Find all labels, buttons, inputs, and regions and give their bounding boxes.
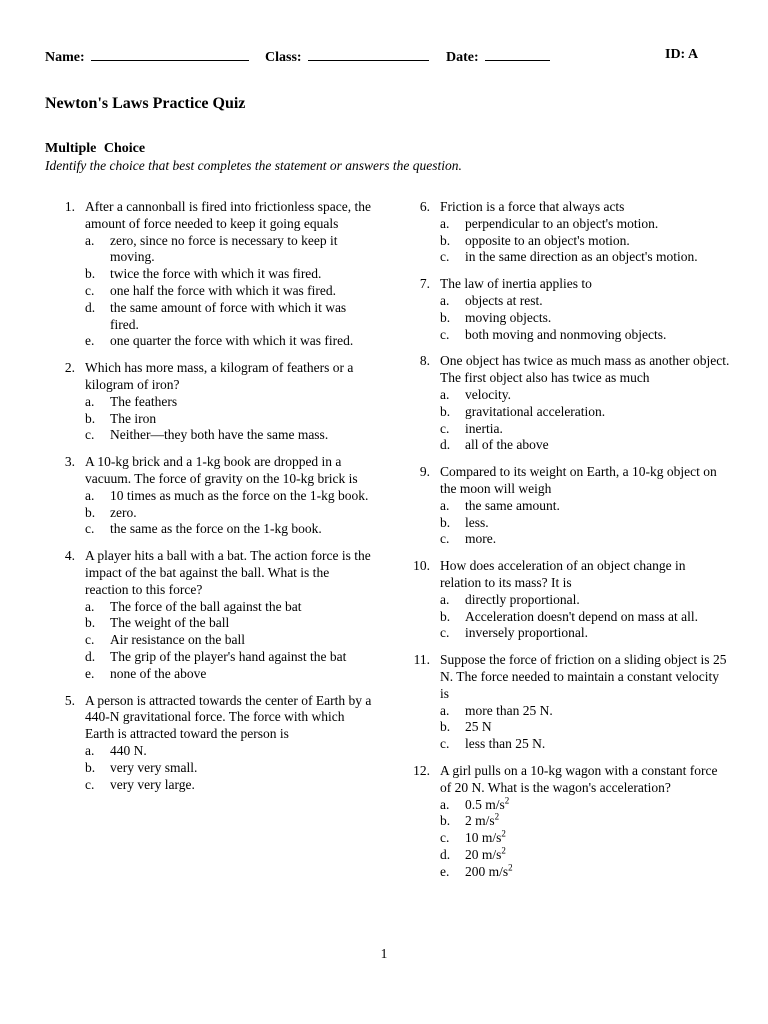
- name-blank: [91, 47, 249, 61]
- answer-option: [440, 703, 730, 720]
- option-text-main: more than 25 N.: [465, 702, 553, 718]
- option-letter: c.: [85, 427, 95, 443]
- option-text-main: 20 m/s: [465, 846, 502, 862]
- question-number: 11.: [413, 652, 430, 668]
- option-exponent: 2: [494, 811, 500, 822]
- option-text-main: 10 times as much as the force on the 1-kg book.: [110, 487, 369, 503]
- answer-option: [85, 394, 375, 411]
- answer-option: [440, 813, 730, 830]
- question-number: 7.: [419, 276, 430, 292]
- option-letter: c.: [85, 282, 95, 298]
- answer-option: [440, 515, 730, 532]
- question-text: After a cannonball is fired into frictionless space, the amount of force needed to keep it going equals: [85, 199, 372, 231]
- name-field: [45, 47, 249, 66]
- option-letter: a.: [440, 702, 450, 718]
- option-text-main: one half the force with which it was fired.: [110, 282, 337, 298]
- question-number: 6.: [419, 199, 430, 214]
- answer-option: [440, 864, 730, 881]
- option-text: [110, 666, 375, 683]
- answer-option: [85, 760, 375, 777]
- option-text-main: opposite to an object's motion.: [465, 232, 630, 248]
- name-label: Name:: [45, 50, 85, 65]
- answer-option: [440, 609, 730, 626]
- question-text: Compared to its weight on Earth, a 10-kg object on the moon will weigh: [440, 464, 717, 496]
- option-text-main: inversely proportional.: [465, 625, 588, 641]
- option-text-main: zero.: [110, 504, 137, 520]
- option-text-main: very very large.: [110, 776, 195, 792]
- class-field: [265, 47, 429, 66]
- question-number: 2.: [64, 360, 75, 376]
- option-letter: c.: [440, 531, 450, 547]
- answer-option: [85, 649, 375, 666]
- question-number: 9.: [419, 464, 430, 480]
- option-text-main: zero, since no force is necessary to keep it moving.: [110, 232, 338, 265]
- question-text: A 10-kg brick and a 1-kg book are dropped in a vacuum. The force of gravity on the 10-kg brick is: [85, 454, 358, 486]
- option-text: [465, 233, 730, 250]
- option-letter: b.: [440, 309, 451, 325]
- answer-option: [440, 233, 730, 250]
- option-text: [110, 599, 375, 616]
- option-text: [110, 760, 375, 777]
- option-text-main: both moving and nonmoving objects.: [465, 326, 667, 342]
- option-letter: a.: [440, 386, 450, 402]
- option-text-main: 2 m/s: [465, 813, 495, 829]
- option-text-main: Air resistance on the ball: [110, 632, 245, 648]
- answer-option: [85, 411, 375, 428]
- option-letter: b.: [440, 608, 451, 624]
- option-text-main: The grip of the player's hand against the bat: [110, 648, 347, 664]
- option-text: [465, 515, 730, 532]
- option-text-main: 10 m/s: [465, 830, 502, 846]
- option-text-main: The feathers: [110, 393, 178, 409]
- question-number: 1.: [64, 199, 75, 214]
- answer-option: [85, 488, 375, 505]
- option-text-main: twice the force with which it was fired.: [110, 266, 322, 282]
- option-text: [465, 703, 730, 720]
- option-text: [110, 266, 375, 283]
- class-blank: [308, 47, 429, 61]
- option-text: [465, 625, 730, 642]
- question-text: A girl pulls on a 10-kg wagon with a constant force of 20 N. What is the wagon's acceleration?: [440, 762, 718, 795]
- option-text-main: the same amount of force with which it was fired.: [110, 299, 347, 332]
- answer-option: [85, 599, 375, 616]
- option-letter: d.: [440, 437, 451, 453]
- answer-option: [85, 521, 375, 538]
- question-item: [45, 454, 375, 538]
- option-letter: a.: [85, 232, 95, 248]
- option-letter: b.: [85, 504, 96, 520]
- answer-option: [440, 830, 730, 847]
- question-text: Friction is a force that always acts: [440, 199, 625, 214]
- option-letter: a.: [440, 497, 450, 513]
- answer-option: [440, 625, 730, 642]
- option-text-main: 0.5 m/s: [465, 796, 505, 812]
- option-letter: c.: [440, 249, 450, 265]
- question-item: [45, 360, 375, 444]
- option-exponent: 2: [501, 828, 506, 839]
- question-column-right: [400, 199, 730, 890]
- page-number: 1: [380, 946, 388, 961]
- option-letter: b.: [440, 232, 451, 248]
- option-letter: a.: [440, 796, 450, 812]
- option-letter: a.: [85, 393, 95, 409]
- option-text-main: velocity.: [465, 386, 511, 402]
- option-exponent: 2: [508, 862, 513, 873]
- option-text: [465, 310, 730, 327]
- date-label: Date:: [446, 50, 479, 65]
- answer-option: [440, 387, 730, 404]
- answer-option: [85, 427, 375, 444]
- id-label: ID: A: [665, 47, 699, 62]
- date-field: [446, 47, 550, 66]
- option-text: [465, 609, 730, 626]
- option-text-main: one quarter the force with which it was fired.: [110, 333, 354, 349]
- option-letter: b.: [85, 759, 96, 775]
- option-text: [465, 864, 730, 881]
- question-number: 10.: [413, 558, 430, 574]
- option-text-main: very very small.: [110, 759, 198, 775]
- option-text-main: perpendicular to an object's motion.: [465, 215, 659, 231]
- option-text: [465, 387, 730, 404]
- option-text-main: less than 25 N.: [465, 736, 546, 752]
- question-number: 3.: [64, 454, 75, 470]
- option-letter: b.: [440, 813, 451, 829]
- answer-option: [85, 777, 375, 794]
- option-text-main: The iron: [110, 410, 157, 426]
- answer-option: [440, 216, 730, 233]
- option-text: [465, 327, 730, 344]
- question-item: [400, 199, 730, 266]
- option-letter: c.: [85, 521, 95, 537]
- question-item: [400, 558, 730, 642]
- option-text: [465, 404, 730, 421]
- answer-option: [440, 498, 730, 515]
- option-text-main: less.: [465, 514, 489, 530]
- option-letter: c.: [85, 632, 95, 648]
- question-number: 5.: [64, 692, 75, 708]
- class-label: Class:: [265, 50, 302, 65]
- answer-option: [85, 233, 375, 267]
- question-item: [400, 464, 730, 548]
- answer-option: [440, 797, 730, 814]
- section-heading: Multiple Choice: [45, 141, 146, 156]
- option-letter: a.: [440, 215, 450, 231]
- option-text-main: directly proportional.: [465, 591, 580, 607]
- option-text: [110, 777, 375, 794]
- answer-option: [85, 266, 375, 283]
- date-blank: [485, 47, 550, 61]
- option-text: [110, 394, 375, 411]
- answer-option: [440, 437, 730, 454]
- answer-option: [440, 421, 730, 438]
- answer-option: [440, 847, 730, 864]
- option-text: [465, 531, 730, 548]
- option-text-main: the same amount.: [465, 497, 560, 513]
- option-letter: a.: [440, 591, 450, 607]
- option-text: [465, 813, 730, 830]
- option-text-main: gravitational acceleration.: [465, 403, 606, 419]
- option-text: [110, 411, 375, 428]
- option-text: [465, 592, 730, 609]
- option-text: [465, 437, 730, 454]
- answer-option: [85, 300, 375, 334]
- question-text: The law of inertia applies to: [440, 276, 592, 292]
- option-text-main: objects at rest.: [465, 292, 543, 308]
- answer-option: [440, 404, 730, 421]
- option-letter: c.: [440, 736, 450, 752]
- option-text-main: Neither—they both have the same mass.: [110, 427, 329, 443]
- option-exponent: 2: [504, 795, 510, 805]
- option-text-main: in the same direction as an object's motion.: [465, 249, 698, 265]
- answer-option: [85, 505, 375, 522]
- option-text-main: inertia.: [465, 420, 503, 436]
- question-text: Which has more mass, a kilogram of feathers or a kilogram of iron?: [85, 360, 354, 392]
- option-letter: e.: [85, 333, 95, 349]
- option-letter: c.: [440, 625, 450, 641]
- option-letter: c.: [440, 420, 450, 436]
- option-text: [110, 283, 375, 300]
- option-text: [465, 830, 730, 847]
- option-letter: e.: [85, 665, 95, 681]
- answer-option: [85, 666, 375, 683]
- option-text: [465, 216, 730, 233]
- option-text: [110, 427, 375, 444]
- question-number: 12.: [413, 762, 430, 778]
- option-text-main: The weight of the ball: [110, 615, 230, 631]
- question-item: [45, 548, 375, 682]
- option-letter: b.: [440, 719, 451, 735]
- option-text: [110, 300, 375, 334]
- question-text: A person is attracted towards the center of Earth by a 440-N gravitational force. The force with which Earth is attracted toward the person is: [85, 692, 372, 742]
- answer-option: [85, 615, 375, 632]
- option-letter: b.: [85, 410, 96, 426]
- option-letter: b.: [85, 266, 96, 282]
- option-text-main: none of the above: [110, 665, 207, 681]
- option-text-main: moving objects.: [465, 309, 552, 325]
- question-text: How does acceleration of an object change in relation to its mass? It is: [440, 558, 686, 590]
- option-text: [110, 233, 375, 267]
- option-letter: b.: [440, 403, 451, 419]
- question-item: [400, 652, 730, 753]
- option-text: [110, 488, 375, 505]
- question-item: [45, 693, 375, 794]
- student-info-header: [45, 47, 725, 67]
- answer-option: [85, 743, 375, 760]
- option-text: [465, 421, 730, 438]
- option-text: [465, 736, 730, 753]
- option-text: [465, 719, 730, 736]
- option-text: [110, 743, 375, 760]
- answer-option: [440, 249, 730, 266]
- option-letter: d.: [85, 299, 96, 315]
- option-exponent: 2: [501, 845, 506, 856]
- answer-option: [85, 283, 375, 300]
- option-text-main: Acceleration doesn't depend on mass at all.: [465, 608, 698, 624]
- answer-option: [440, 310, 730, 327]
- answer-option: [85, 632, 375, 649]
- answer-option: [440, 719, 730, 736]
- option-letter: c.: [85, 776, 95, 792]
- option-letter: a.: [85, 487, 95, 503]
- answer-option: [440, 592, 730, 609]
- option-text-main: 440 N.: [110, 742, 147, 758]
- option-text: [110, 505, 375, 522]
- option-letter: a.: [85, 742, 95, 758]
- option-text-main: more.: [465, 531, 497, 547]
- option-text: [110, 521, 375, 538]
- option-text: [465, 249, 730, 266]
- option-text: [110, 632, 375, 649]
- option-letter: c.: [440, 326, 450, 342]
- option-text: [110, 333, 375, 350]
- option-letter: d.: [440, 846, 451, 862]
- option-text-main: the same as the force on the 1-kg book.: [110, 521, 322, 537]
- answer-option: [440, 293, 730, 310]
- answer-option: [440, 531, 730, 548]
- question-item: [45, 199, 375, 350]
- question-text: A player hits a ball with a bat. The action force is the impact of the bat against the ball. What is the reaction to this force?: [85, 548, 371, 597]
- option-text-main: 25 N: [465, 719, 492, 735]
- option-letter: e.: [440, 863, 450, 879]
- question-column-left: [45, 199, 375, 803]
- option-text-main: The force of the ball against the bat: [110, 598, 302, 614]
- option-text: [465, 498, 730, 515]
- option-letter: c.: [440, 830, 450, 846]
- answer-option: [440, 736, 730, 753]
- option-text: [465, 293, 730, 310]
- option-text: [465, 847, 730, 864]
- instructions: Identify the choice that best completes the statement or answers the question.: [45, 158, 462, 173]
- answer-option: [85, 333, 375, 350]
- question-item: [400, 763, 730, 881]
- option-text-main: all of the above: [465, 437, 549, 453]
- option-text-main: 200 m/s: [465, 863, 509, 879]
- option-letter: d.: [85, 648, 96, 664]
- question-number: 4.: [64, 548, 75, 564]
- question-item: [400, 276, 730, 343]
- option-text: [110, 649, 375, 666]
- option-text: [465, 797, 730, 814]
- question-number: 8.: [419, 353, 430, 369]
- question-text: One object has twice as much mass as another object. The first object also has twice as much: [440, 353, 730, 386]
- question-item: [400, 353, 730, 454]
- option-letter: b.: [440, 514, 451, 530]
- quiz-title: Newton's Laws Practice Quiz: [45, 95, 246, 112]
- option-letter: a.: [85, 598, 95, 614]
- option-letter: a.: [440, 292, 450, 308]
- question-text: Suppose the force of friction on a sliding object is 25 N. The force needed to maintain a constant velocity is: [440, 652, 727, 701]
- option-text: [110, 615, 375, 632]
- answer-option: [440, 327, 730, 344]
- option-letter: b.: [85, 615, 96, 631]
